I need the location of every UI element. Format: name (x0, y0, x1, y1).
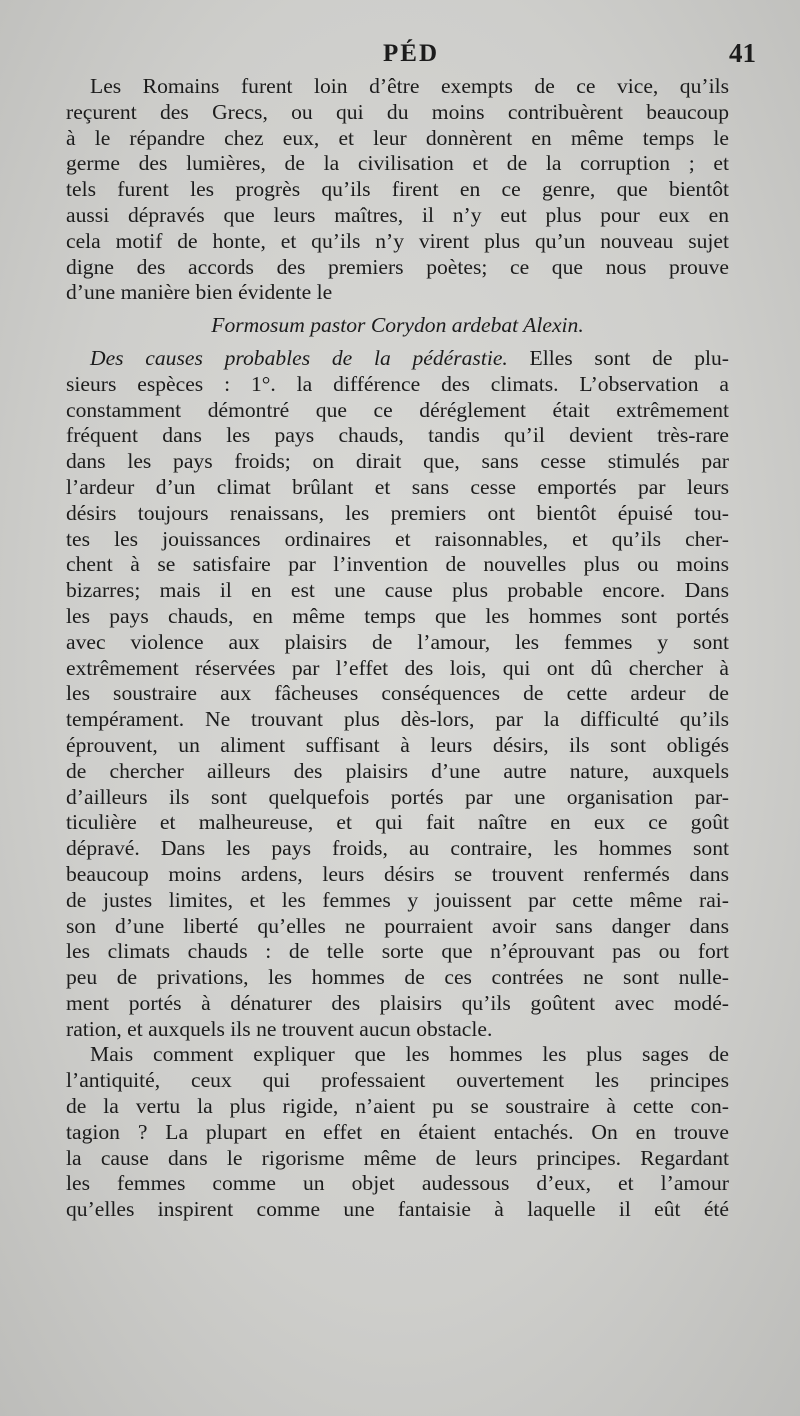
text-line: tels furent les progrès qu’ils firent en ce genre, que bientôt (66, 177, 729, 202)
text-line: de justes limites, et les femmes y jouissent par cette même rai- (66, 887, 729, 912)
text-line: ticulière et malheureuse, et qui fait naître en eux ce goût (66, 810, 729, 835)
text-line: tes les jouissances ordinaires et raisonnables, et qu’ils cher- (66, 526, 729, 551)
text-line: fréquent dans les pays chauds, tandis qu’il devient très-rare (66, 423, 729, 448)
text-line: d’ailleurs ils sont quelquefois portés par une organisation par- (66, 784, 729, 809)
text-line: son d’une liberté qu’elles ne pourraient avoir sans danger dans (66, 913, 729, 938)
latin-quote: Formosum pastor Corydon ardebat Alexin. (211, 313, 584, 338)
text-line: les femmes comme un objet audessous d’eux, et l’amour (66, 1171, 729, 1196)
text-line: les climats chauds : de telle sorte que n’éprouvant pas ou fort (66, 939, 729, 964)
text-line: aussi dépravés que leurs maîtres, il n’y eut plus pour eux en (66, 202, 729, 227)
section-heading: Des causes probables de la pédérastie. (90, 345, 508, 370)
text-line: tagion ? La plupart en effet en étaient entachés. On en trouve (66, 1119, 729, 1144)
text-line: ment portés à dénaturer des plaisirs qu’ils goûtent avec modé- (66, 990, 729, 1015)
text-line: la cause dans le rigorisme même de leurs principes. Regardant (66, 1145, 729, 1170)
page-header (66, 38, 756, 74)
page-number: 41 (729, 38, 756, 68)
paragraph-2 (66, 346, 729, 1043)
text-line: digne des accords des premiers poètes; ce que nous prouve (66, 254, 729, 279)
text-line: germe des lumières, de la civilisation et de la corruption ; et (66, 151, 729, 176)
text-line: qu’elles inspirent comme une fantaisie à laquelle il eût été (66, 1197, 729, 1222)
text-line: dans les pays froids; on dirait que, sans cesse stimulés par (66, 449, 729, 474)
text-line: cela motif de honte, et qu’ils n’y virent plus qu’un nouveau sujet (66, 228, 729, 253)
text-line: dépravé. Dans les pays froids, au contraire, les hommes sont (66, 836, 729, 861)
text-line: bizarres; mais il en est une cause plus probable encore. Dans (66, 578, 729, 603)
text-line: l’ardeur d’un climat brûlant et sans cesse emportés par leurs (66, 474, 729, 499)
text-line: reçurent des Grecs, ou qui du moins contribuèrent beaucoup (66, 99, 729, 124)
text-line: peu de privations, les hommes de ces contrées ne sont nulle- (66, 965, 729, 990)
text-line (66, 346, 729, 372)
heading-continuation: Elles sont de plu- (507, 345, 729, 370)
text-line: les soustraire aux fâcheuses conséquences de cette ardeur de (66, 681, 729, 706)
text-line: chent à se satisfaire par l’invention de nouvelles plus ou moins (66, 552, 729, 577)
text-line: désirs toujours renaissans, les premiers ont bientôt épuisé tou- (66, 500, 729, 525)
text-line: de chercher ailleurs des plaisirs d’une autre nature, auxquels (66, 758, 729, 783)
text-line: les pays chauds, en même temps que les hommes sont portés (66, 603, 729, 628)
text-line: de la vertu la plus rigide, n’aient pu se soustraire à cette con- (66, 1094, 729, 1119)
text-line: sieurs espèces : 1°. la différence des climats. L’observation a (66, 371, 729, 396)
text-line: d’une manière bien évidente le (66, 280, 333, 305)
text-line: Mais comment expliquer que les hommes les plus sages de (90, 1042, 729, 1067)
running-head: PÉD (383, 40, 439, 67)
text-line: avec violence aux plaisirs de l’amour, les femmes y sont (66, 629, 729, 654)
text-line: Les Romains furent loin d’être exempts de ce vice, qu’ils (90, 74, 729, 98)
body-text (66, 74, 729, 1223)
text-line: éprouvent, un aliment suffisant à leurs désirs, ils sont obligés (66, 732, 729, 757)
text-line: ration, et auxquels ils ne trouvent aucun obstacle. (66, 1016, 493, 1041)
text-line: à le répandre chez eux, et leur donnèrent en même temps le (66, 125, 729, 150)
text-line: beaucoup moins ardens, leurs désirs se trouvent renfermés dans (66, 861, 729, 886)
text-line: extrêmement réservées par l’effet des lois, qui ont dû chercher à (66, 655, 729, 680)
paragraph-3 (66, 1042, 729, 1223)
text-line: l’antiquité, ceux qui professaient ouvertement les principes (66, 1068, 729, 1093)
paragraph-1 (66, 74, 729, 306)
text-line: constamment démontré que ce déréglement était extrêmement (66, 397, 729, 422)
text-line: tempérament. Ne trouvant plus dès-lors, par la difficulté qu’ils (66, 707, 729, 732)
